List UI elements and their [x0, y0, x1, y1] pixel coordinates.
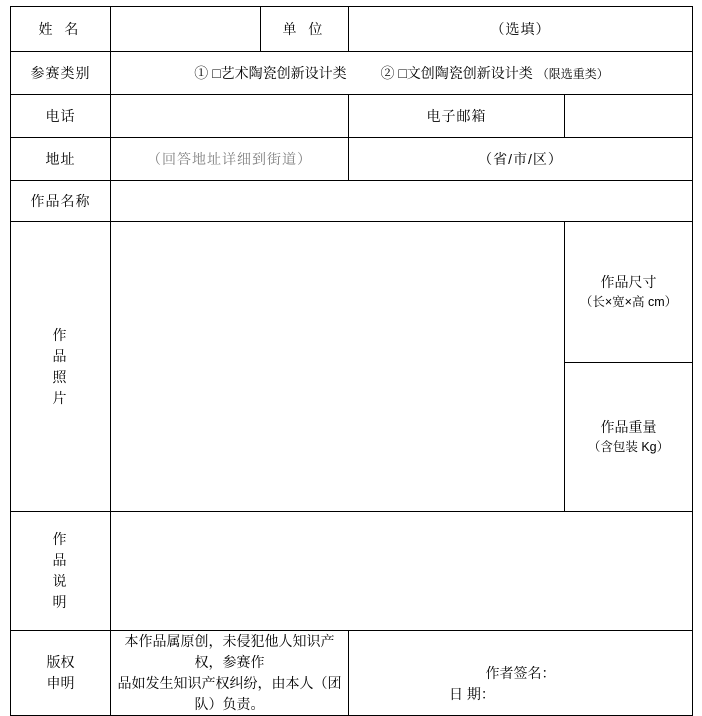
- photo-label-char-2: 品: [52, 347, 69, 364]
- unit-input[interactable]: （选填）: [349, 7, 693, 52]
- work-title-input[interactable]: [111, 181, 693, 222]
- unit-label: 单 位: [261, 7, 349, 52]
- photo-label-char-3: 照: [52, 368, 69, 385]
- table-row-name: [11, 7, 693, 52]
- copyright-label-line1: 版权: [46, 654, 75, 670]
- table-row-work-title: [11, 181, 693, 222]
- work-title-label: 作品名称: [11, 181, 111, 222]
- table-row-copyright: [11, 631, 693, 716]
- address-hint[interactable]: （回答地址详细到街道）: [111, 138, 349, 181]
- name-label: 姓 名: [11, 7, 111, 52]
- work-weight-label: [565, 363, 693, 512]
- category-option1-number: ①: [194, 64, 209, 81]
- description-label: [11, 512, 111, 631]
- signature-label: 作者签名：: [485, 664, 556, 681]
- date-label: 日 期：: [449, 686, 495, 702]
- email-input[interactable]: [565, 95, 693, 138]
- application-form-page: [0, 6, 702, 716]
- category-option2-number: ②: [380, 64, 395, 81]
- photo-label-char-1: 作: [52, 326, 69, 343]
- description-label-char-2: 品: [52, 552, 69, 568]
- table-row-description: [11, 512, 693, 631]
- signature-area[interactable]: [349, 631, 693, 716]
- category-option2-checkbox-label[interactable]: □文创陶瓷创新设计类: [398, 64, 533, 81]
- name-input[interactable]: [111, 7, 261, 52]
- photo-upload-area[interactable]: [111, 222, 565, 512]
- copyright-statement-text: [111, 631, 349, 716]
- category-options[interactable]: [111, 52, 693, 95]
- work-weight-title: 作品重量: [600, 419, 657, 436]
- address-label: 地址: [11, 138, 111, 181]
- address-region-label: （省/市/区）: [349, 138, 693, 181]
- description-label-char-4: 明: [52, 594, 69, 610]
- copyright-text-line2: 品如发生知识产权纠纷，由本人（团队）负责。: [117, 675, 342, 712]
- description-label-char-1: 作: [52, 531, 69, 547]
- photo-label-char-4: 片: [52, 389, 69, 406]
- table-row-category: [11, 52, 693, 95]
- work-size-title: 作品尺寸: [600, 274, 657, 291]
- copyright-text-line1: 本作品属原创，未侵犯他人知识产权，参赛作: [124, 633, 335, 670]
- category-label: 参赛类别: [11, 52, 111, 95]
- work-size-label: [565, 222, 693, 363]
- table-row-contact: [11, 95, 693, 138]
- copyright-label: [11, 631, 111, 716]
- phone-input[interactable]: [111, 95, 349, 138]
- description-label-char-3: 说: [52, 573, 69, 589]
- category-option1-checkbox-label[interactable]: □艺术陶瓷创新设计类: [212, 64, 347, 81]
- description-input[interactable]: [111, 512, 693, 631]
- work-weight-unit: （含包装 Kg）: [587, 440, 670, 455]
- email-label: 电子邮箱: [349, 95, 565, 138]
- copyright-label-line2: 申明: [46, 675, 75, 691]
- application-form-table: [10, 6, 693, 716]
- photo-label: [11, 222, 111, 512]
- work-size-unit: （长×宽×高 cm）: [579, 295, 678, 310]
- phone-label: 电话: [11, 95, 111, 138]
- table-row-photo-size: [11, 222, 693, 363]
- category-option2-note: （限选重类）: [536, 66, 609, 81]
- table-row-address: [11, 138, 693, 181]
